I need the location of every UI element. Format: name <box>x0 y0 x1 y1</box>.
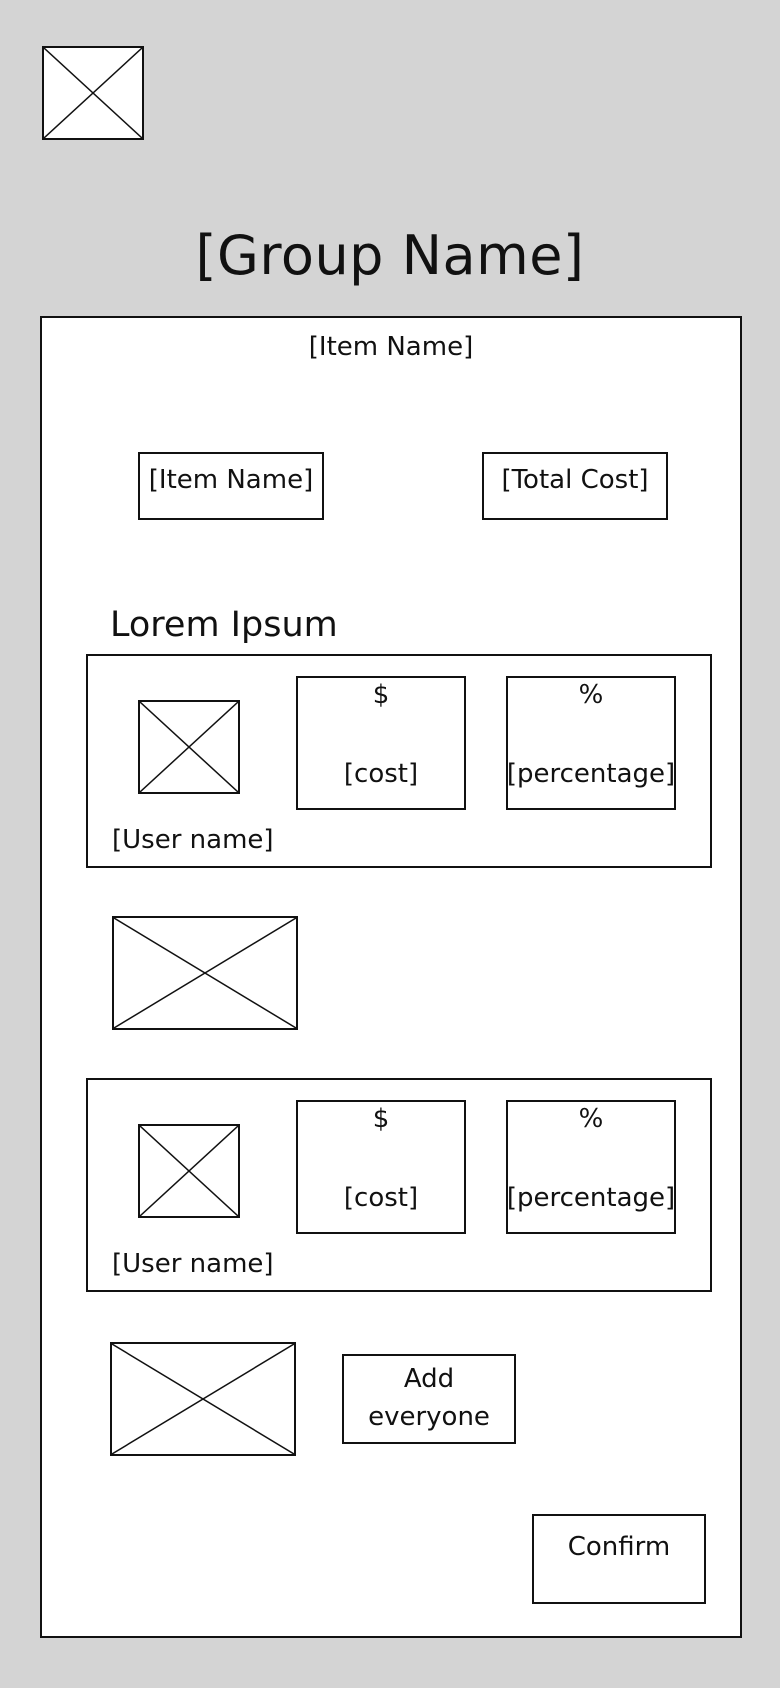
user-name-label: [User name] <box>112 825 274 855</box>
group-name-title: [Group Name] <box>195 224 585 287</box>
image-placeholder-icon <box>140 702 238 792</box>
percentage-value: [percentage] <box>506 758 676 789</box>
cost-input[interactable] <box>296 1100 466 1234</box>
user-avatar-placeholder <box>138 700 240 794</box>
confirm-button[interactable]: Confirm <box>532 1514 706 1604</box>
percentage-input[interactable] <box>506 1100 676 1234</box>
image-placeholder-icon <box>44 48 142 138</box>
user-avatar-placeholder <box>138 1124 240 1218</box>
logo-image-placeholder <box>42 46 144 140</box>
item-title: [Item Name] <box>308 332 474 363</box>
dollar-symbol: $ <box>372 1104 390 1134</box>
total-cost-field[interactable]: [Total Cost] <box>482 452 668 520</box>
dollar-symbol: $ <box>372 680 390 710</box>
cost-value: [cost] <box>343 1182 419 1213</box>
image-placeholder <box>112 916 298 1030</box>
image-placeholder <box>110 1342 296 1456</box>
image-placeholder-icon <box>114 918 296 1028</box>
user-name-label: [User name] <box>112 1249 274 1279</box>
image-placeholder-icon <box>140 1126 238 1216</box>
percentage-input[interactable] <box>506 676 676 810</box>
item-name-field[interactable]: [Item Name] <box>138 452 324 520</box>
cost-value: [cost] <box>343 758 419 789</box>
percent-symbol: % <box>578 680 604 710</box>
section-heading: Lorem Ipsum <box>110 605 338 645</box>
percent-symbol: % <box>578 1104 604 1134</box>
add-everyone-button[interactable]: Add everyone <box>342 1354 516 1444</box>
percentage-value: [percentage] <box>506 1182 676 1213</box>
image-placeholder-icon <box>112 1344 294 1454</box>
cost-input[interactable] <box>296 676 466 810</box>
